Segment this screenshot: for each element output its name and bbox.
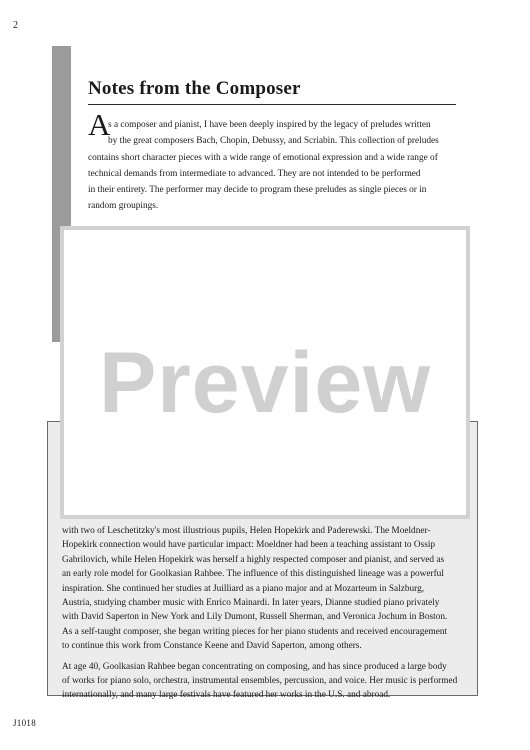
notes-line: by the great composers Bach, Chopin, Debussy, and Scriabin. This collection of preludes: [108, 136, 439, 147]
bio-line: Austria, studying chamber music with Enrico Mainardi. In later years, Dianne studied piano privately: [62, 598, 440, 609]
bio-line: As a self-taught composer, she began writing pieces for her piano students and received encouragement: [62, 626, 448, 637]
bio-line: an early role model for Goolkasian Rahbee. The influence of this distinguished lineage was a powerful: [62, 569, 444, 580]
bio-line: inspiration. She continued her studies at Juilliard as a piano major and at Mozarteum in Salzburg,: [62, 583, 425, 594]
catalog-code: J1018: [13, 718, 37, 728]
biography-text: [62, 524, 472, 703]
page-title: Notes from the Composer: [88, 78, 301, 99]
notes-line: technical demands from intermediate to advanced. They are not intended to be performed: [88, 168, 421, 179]
preview-watermark-box: [60, 226, 470, 519]
notes-line: random groupings.: [88, 201, 159, 212]
bio-line: to continue this work from Constance Keene and David Saperton, among others.: [62, 641, 362, 652]
bio-line: Hopekirk connection would have particular impact: Moeldner had been a teaching assistant to Ossip: [62, 540, 436, 551]
bio-line: with David Saperton in New York and Lily Dumont, Russell Sherman, and Veronica Jochum in Boston.: [62, 612, 448, 623]
bio-line: of works for piano solo, orchestra, instrumental ensembles, percussion, and voice. Her music is performed: [62, 676, 458, 687]
bio-line: At age 40, Goolkasian Rahbee began concentrating on composing, and has since produced a large body: [62, 661, 447, 672]
notes-line: in their entirety. The performer may decide to program these preludes as single pieces or in: [88, 185, 427, 196]
page-number: 2: [13, 20, 18, 31]
preview-watermark-text: Preview: [98, 335, 432, 431]
notes-line: s a composer and pianist, I have been deeply inspired by the legacy of preludes written: [108, 120, 431, 130]
bio-line: Gabrilovich, while Helen Hopekirk was herself a highly respected composer and pianist, and served as: [62, 554, 445, 565]
bio-line: with two of Leschetitzky's most illustrious pupils, Helen Hopekirk and Paderewski. The Moeldner-: [62, 526, 431, 536]
title-rule: [88, 104, 456, 105]
composer-notes: [88, 117, 460, 215]
drop-cap: A: [88, 107, 111, 142]
notes-line: contains short character pieces with a wide range of emotional expression and a wide range of: [88, 152, 438, 163]
bio-line: internationally, and many large festivals have featured her works in the U.S. and abroad.: [62, 690, 391, 701]
